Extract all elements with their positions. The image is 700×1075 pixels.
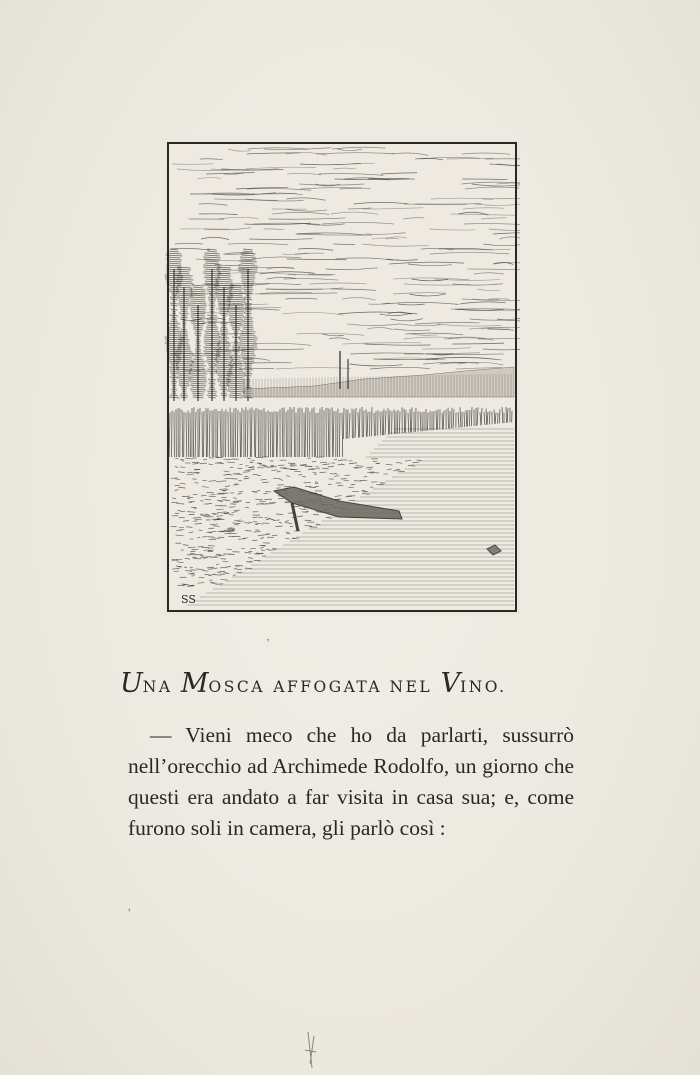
title-middle-words: AFFOGATA NEL	[273, 678, 433, 696]
title-word-vino: INO.	[460, 678, 507, 696]
chapter-title	[120, 668, 590, 699]
title-initial-v: V	[440, 668, 461, 699]
opening-paragraph: — Vieni meco che ho da parlarti, sussurrò nell’orecchio ad Archimede Rodolfo, un giorno che questi era andato a far visita in casa sua; e, come furono soli in camera, gli parlò così :	[128, 723, 574, 840]
title-initial-m: M	[180, 668, 209, 699]
paper-fiber-mark	[300, 1030, 330, 1070]
landscape-etching	[164, 139, 520, 615]
page-speck: ,	[128, 902, 131, 913]
page-speck: ,	[267, 632, 270, 643]
title-initial-u: U	[120, 668, 143, 699]
etching-plate	[164, 139, 520, 615]
body-text	[128, 720, 574, 844]
artist-monogram: SS	[181, 593, 196, 606]
title-word-mosca: OSCA	[208, 678, 265, 696]
title-word-una: NA	[142, 678, 173, 696]
